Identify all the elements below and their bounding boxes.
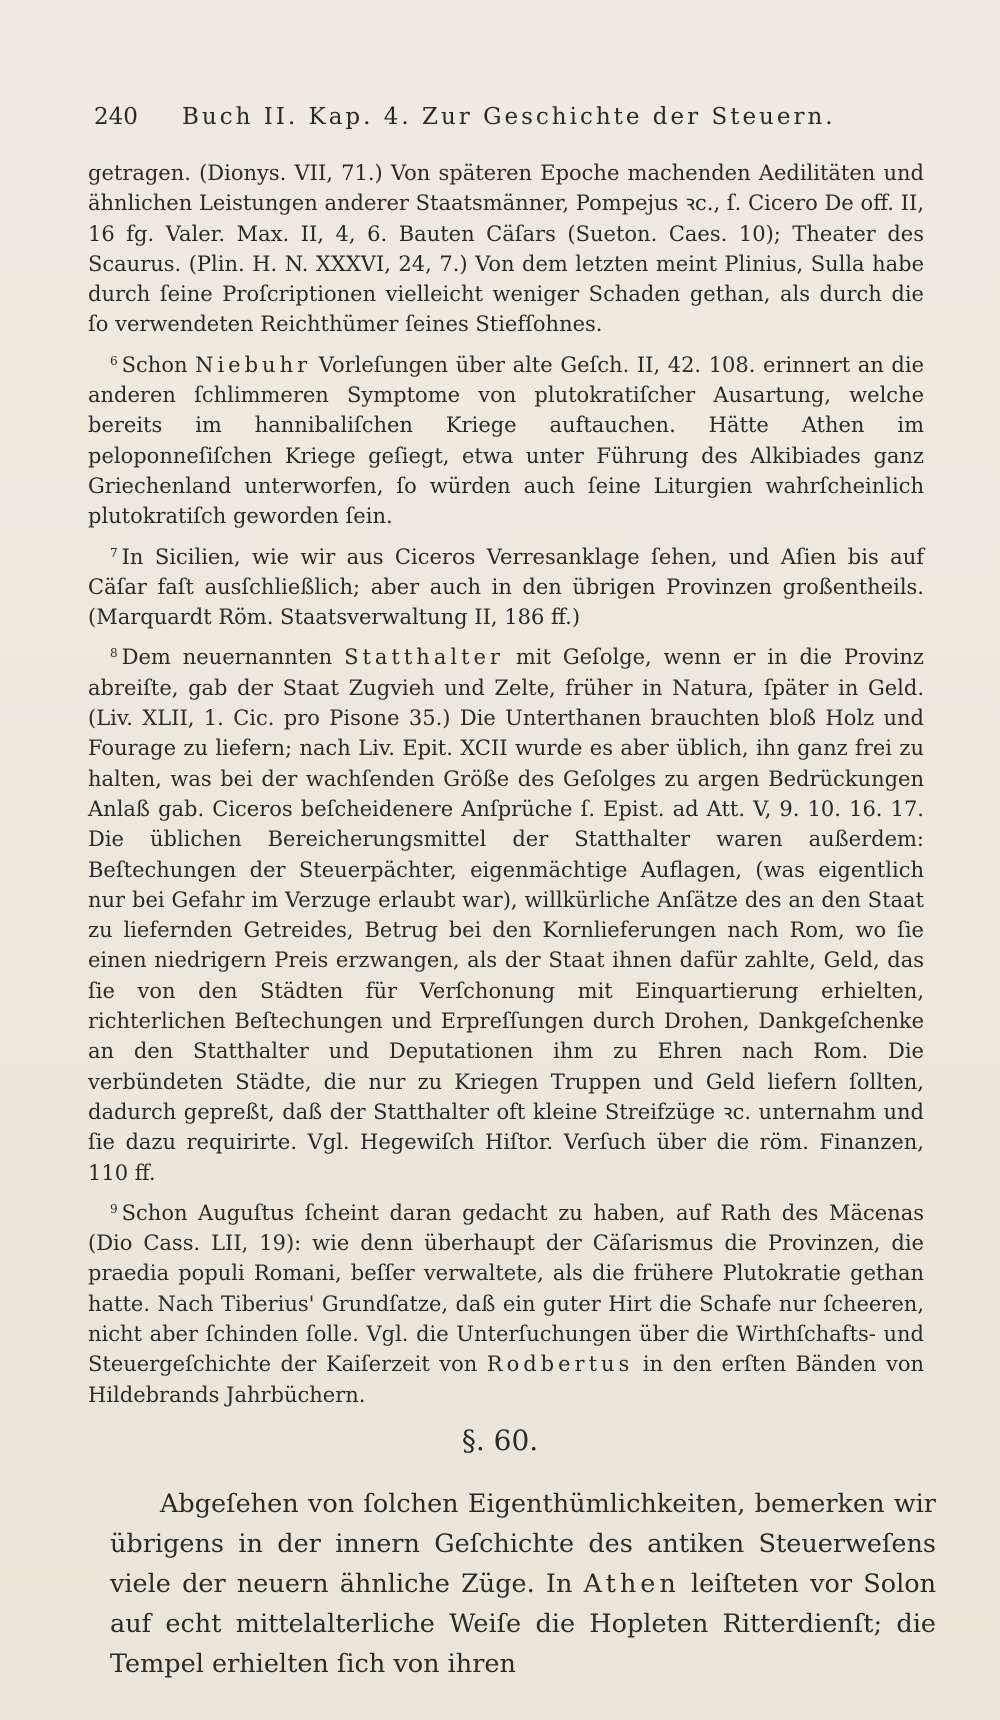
- footnote-9-pre: Schon Auguſtus ſcheint daran gedacht zu haben, auf Rath des Mäcenas (Dio Cass. LII, 19): wie denn überhaupt der Cäſarismus die Provinzen, die praedia populi Romani, beſſer verwaltete, als die frühere Plutokratie gethan hatte. Nach Tiberius' Grundſatze, daß ein guter Hirt die Schafe nur ſcheeren, nicht aber ſchinden ſolle. Vgl. die Unterſuchungen über die Wirthſchafts- und Steuergeſchichte der Kaiſerzeit von: [88, 1200, 924, 1377]
- footnote-continuation: getragen. (Dionys. VII, 71.) Von späteren Epoche machenden Aedilitäten und ähnlichen Leistungen anderer Staatsmänner, Pompejus ꝛc., ſ. Cicero De off. II, 16 fg. Valer. Max. II, 4, 6. Bauten Cäſars (Sueton. Caes. 10); Theater des Scaurus. (Plin. H. N. XXXVI, 24, 7.) Von dem letzten meint Plinius, Sulla habe durch ſeine Proſcriptionen vielleicht weniger Schaden gethan, als durch die ſo verwendeten Reichthümer ſeines Stiefſohnes.: [88, 161, 924, 337]
- footnote-8-spaced-word: Statthalter: [344, 645, 504, 670]
- main-paragraph-spaced-word: Athen: [583, 1568, 680, 1599]
- footnote-9: [88, 1194, 924, 1410]
- section-heading: §. 60.: [461, 1424, 539, 1457]
- footnote-7-mark: 7: [110, 545, 118, 560]
- footnote-7: [88, 538, 924, 633]
- page-header: [94, 104, 914, 130]
- footnote-9-spaced-name: Rodbertus: [486, 1352, 634, 1377]
- footnote-9-post: in den erſten Bänden von Hildebrands Jahrbüchern.: [88, 1352, 924, 1407]
- main-paragraph-post: leiſteten vor Solon auf echt mittelalterliche Weiſe die Hopleten Ritterdienſt; die Tempel erhielten ſich von ihren: [110, 1568, 936, 1679]
- footnote-6-post: Vorleſungen über alte Geſch. II, 42. 108. erinnert an die anderen ſchlimmeren Symptome von plutokratiſcher Ausartung, welche bereits im hannibaliſchen Kriege auftauchen. Hätte Athen im peloponneſiſchen Kriege geſiegt, etwa unter Führung des Alkibiades ganz Griechenland unterworfen, ſo würden auch ſeine Liturgien wahrſcheinlich plutokratiſch geworden ſein.: [88, 352, 925, 529]
- footnote-8-mark: 8: [110, 646, 118, 661]
- footnote-8-pre: Dem neuernannten: [121, 645, 345, 670]
- main-paragraph: [110, 1484, 936, 1684]
- footnote-6-mark: 6: [110, 353, 118, 368]
- footnote-8-post: mit Geſolge, wenn er in die Provinz abreiſte, gab der Staat Zugvieh und Zelte, früher in Natura, ſpäter in Geld. (Liv. XLII, 1. Cic. pro Pisone 35.) Die Unterthanen brauchten bloß Holz und Fourage zu liefern; nach Liv. Epit. XCII wurde es aber üblich, ihn ganz frei zu halten, was bei der wachſenden Größe des Geſolges zu argen Bedrückungen Anlaß gab. Ciceros beſcheidenere Anſprüche ſ. Epist. ad Att. V, 9. 10. 16. 17. Die üblichen Bereicherungsmittel der Statthalter waren außerdem: Beſtechungen der Steuerpächter, eigenmächtige Auflagen, (was eigentlich nur bei Gefahr im Verzuge erlaubt war), willkürliche Anſätze des an den Staat zu liefernden Getreides, Betrug bei den Kornlieferungen nach Rom, wo ſie einen niedrigern Preis erzwangen, als der Staat ihnen dafür zahlte, Geld, das ſie von den Städten für Verſchonung mit Einquartierung erhielten, richterlichen Beſtechungen und Erpreſſungen durch Drohen, Dankgeſchenke an den Statthalter und Deputationen ihm zu Ehren nach Rom. Die verbündeten Städte, die nur zu Kriegen Truppen und Geld liefern ſollten, dadurch gepreßt, daß der Statthalter oft kleine Streifzüge ꝛc. unternahm und ſie dazu requirirte. Vgl. Hegewiſch Hiſtor. Verſuch über die röm. Finanzen, 110 ff.: [88, 645, 925, 1185]
- page-number: 240: [94, 104, 138, 130]
- main-paragraph-pre: Abgeſehen von ſolchen Eigenthümlichkeiten, bemerken wir übrigens in der innern Geſchichte des antiken Steuerweſens viele der neuern ähnliche Züge. In: [110, 1488, 936, 1599]
- footnotes-block: [88, 158, 924, 1416]
- footnote-8: [88, 638, 924, 1187]
- footnote-6-pre: Schon: [121, 352, 196, 377]
- footnote-7-text: In Sicilien, wie wir aus Ciceros Verresanklage ſehen, und Aſien bis auf Cäſar faſt ausſchließlich; aber auch in den übrigen Provinzen großentheils. (Marquardt Röm. Staatsverwaltung II, 186 ff.): [88, 544, 924, 630]
- footnote-6-spaced-name: Niebuhr: [195, 352, 312, 377]
- running-title: Buch II. Kap. 4. Zur Geschichte der Steuern.: [182, 104, 836, 130]
- footnote-6: [88, 346, 924, 532]
- footnote-9-mark: 9: [110, 1201, 118, 1216]
